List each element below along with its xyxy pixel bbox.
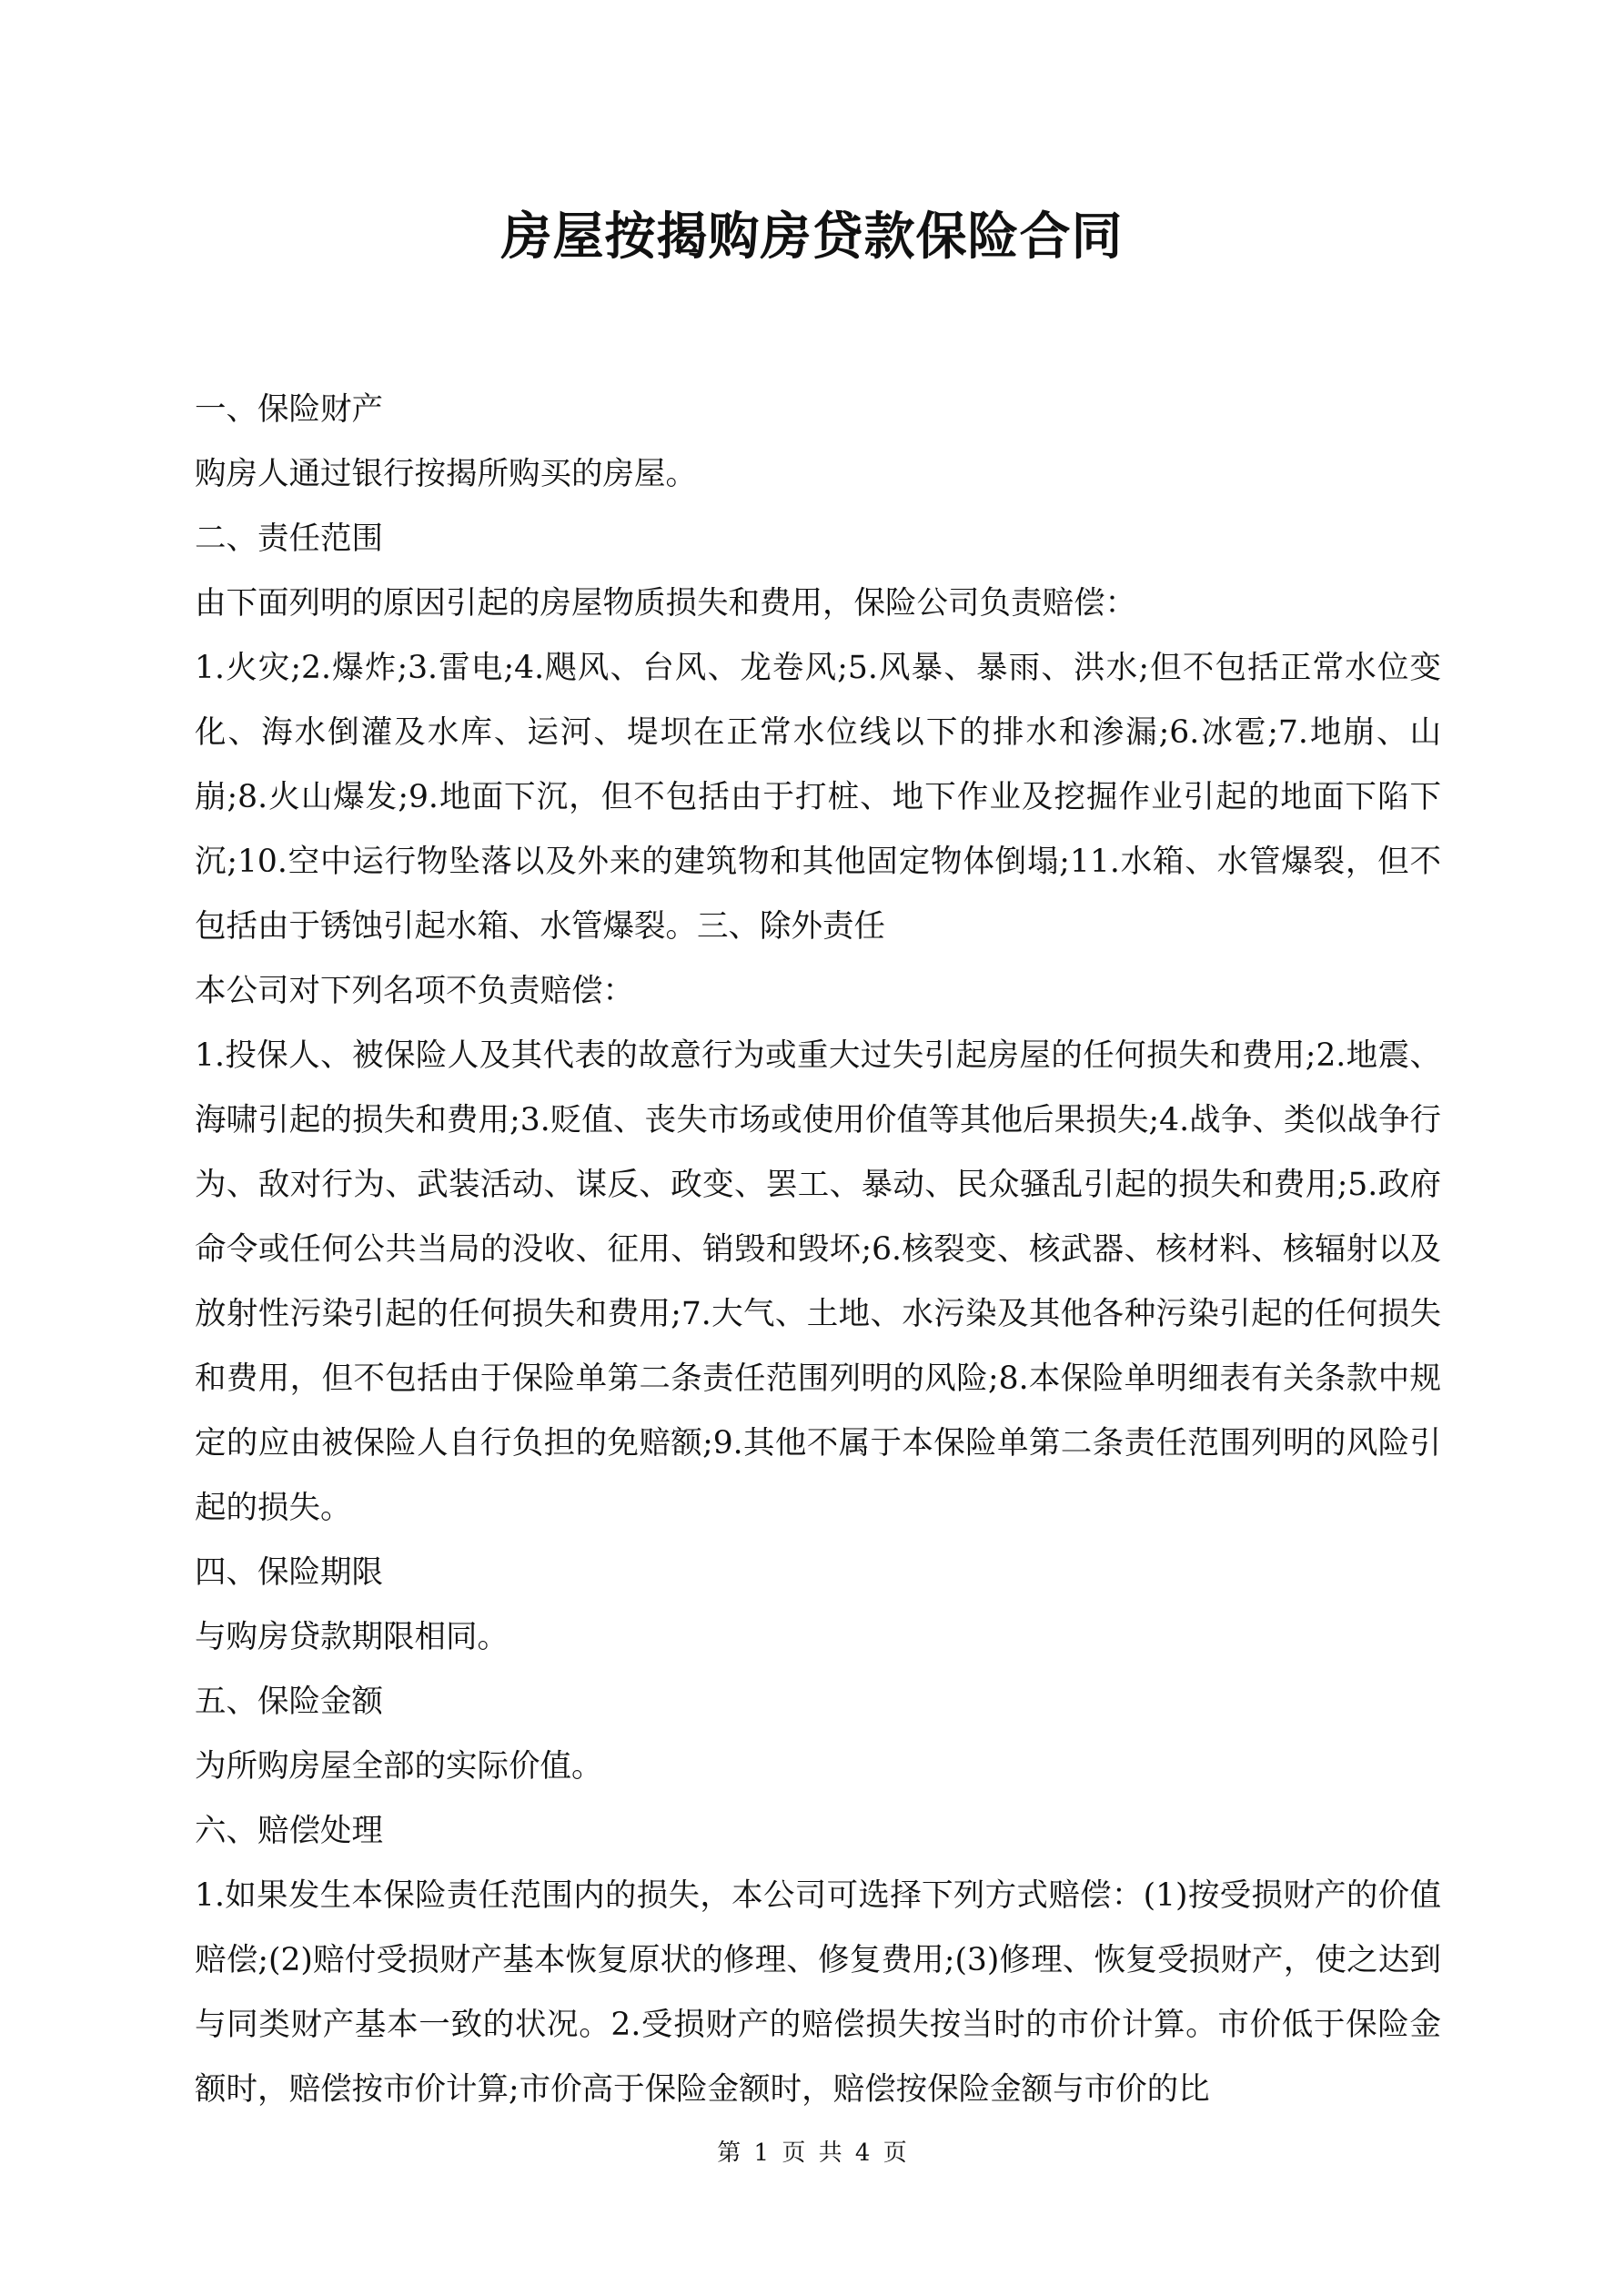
document-title: 房屋按揭购房贷款保险合同	[500, 207, 1124, 267]
page-footer: 第 1 页 共 4 页	[717, 2139, 907, 2167]
paragraph-claims: 1.如果发生本保险责任范围内的损失，本公司可选择下列方式赔偿：(1)按受损财产的价值赔偿;(2)赔付受损财产基本恢复原状的修理、修复费用;(3)修理、恢复受损财产，使之达到与同类财产基本一致的状况。2.受损财产的赔偿损失按当时的市价计算。市价低于保险金额时，赔偿按市价计算;市价高于保险金额时，赔偿按保险金额与市价的比	[195, 1877, 1441, 2108]
section-heading-liability-scope: 二、责任范围	[195, 521, 383, 557]
section-heading-insured-property: 一、保险财产	[195, 391, 383, 428]
document-body	[195, 378, 1441, 2122]
section-heading-insurance-period: 四、保险期限	[195, 1554, 383, 1591]
paragraph-exclusions-intro: 本公司对下列名项不负责赔偿：	[195, 973, 634, 1009]
paragraph-insurance-period: 与购房贷款期限相同。	[195, 1619, 509, 1655]
paragraph-liability-items: 1.火灾;2.爆炸;3.雷电;4.飓风、台风、龙卷风;5.风暴、暴雨、洪水;但不包括正常水位变化、海水倒灌及水库、运河、堤坝在正常水位线以下的排水和渗漏;6.冰雹;7.地崩、山崩;8.火山爆发;9.地面下沉，但不包括由于打桩、地下作业及挖掘作业引起的地面下陷下沉;10.空中运行物坠落以及外来的建筑物和其他固定物体倒塌;11.水箱、水管爆裂，但不包括由于锈蚀引起水箱、水管爆裂。三、除外责任	[195, 650, 1441, 945]
paragraph-exclusions-items: 1.投保人、被保险人及其代表的故意行为或重大过失引起房屋的任何损失和费用;2.地震、海啸引起的损失和费用;3.贬值、丧失市场或使用价值等其他后果损失;4.战争、类似战争行为、敌对行为、武装活动、谋反、政变、罢工、暴动、民众骚乱引起的损失和费用;5.政府命令或任何公共当局的没收、征用、销毁和毁坏;6.核裂变、核武器、核材料、核辐射以及放射性污染引起的任何损失和费用;7.大气、土地、水污染及其他各种污染引起的任何损失和费用，但不包括由于保险单第二条责任范围列明的风险;8.本保险单明细表有关条款中规定的应由被保险人自行负担的免赔额;9.其他不属于本保险单第二条责任范围列明的风险引起的损失。	[195, 1037, 1441, 1526]
section-heading-claims: 六、赔偿处理	[195, 1813, 383, 1849]
paragraph-liability-intro: 由下面列明的原因引起的房屋物质损失和费用，保险公司负责赔偿：	[195, 585, 1136, 622]
section-heading-insured-amount: 五、保险金额	[195, 1684, 383, 1720]
paragraph-insured-property: 购房人通过银行按揭所购买的房屋。	[195, 456, 697, 492]
paragraph-insured-amount: 为所购房屋全部的实际价值。	[195, 1748, 603, 1785]
